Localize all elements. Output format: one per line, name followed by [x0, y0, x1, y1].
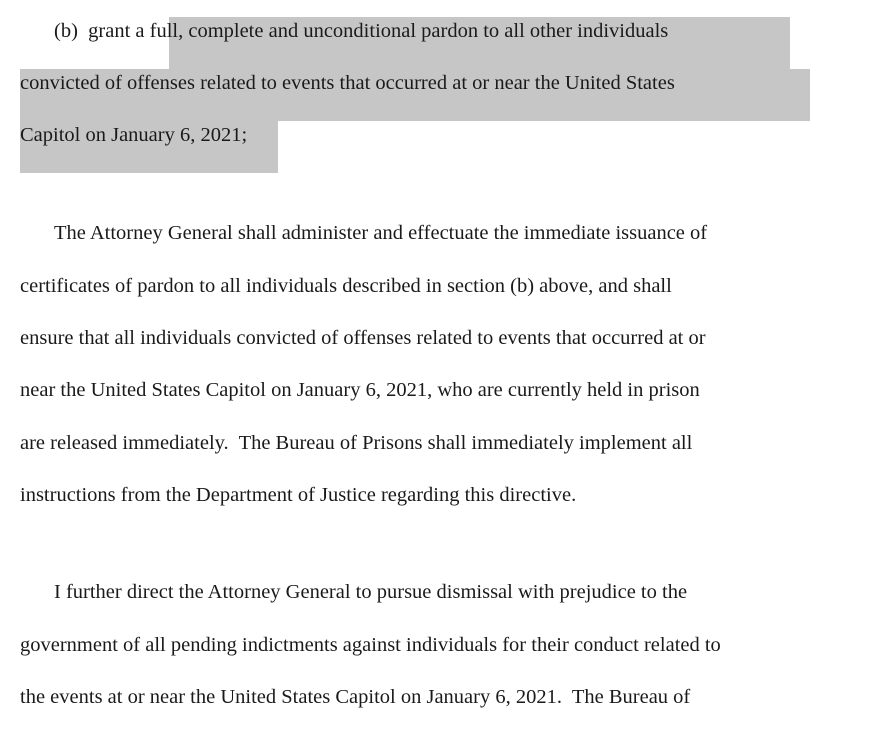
- text-line: (b) grant a full, complete and unconditional pardon to all other individuals: [54, 20, 669, 42]
- text-line: government of all pending indictments against individuals for their conduct related to: [20, 634, 721, 656]
- text-line: near the United States Capitol on January 6, 2021, who are currently held in prison: [20, 379, 700, 401]
- text-line: convicted of offenses related to events that occurred at or near the United States: [20, 72, 675, 94]
- text-line: certificates of pardon to all individuals described in section (b) above, and shall: [20, 275, 672, 297]
- text-line: I further direct the Attorney General to pursue dismissal with prejudice to the: [54, 581, 688, 603]
- text-line: The Attorney General shall administer and effectuate the immediate issuance of: [54, 222, 708, 244]
- text-line: Capitol on January 6, 2021;: [20, 124, 248, 146]
- text-line: are released immediately. The Bureau of Prisons shall immediately implement all: [20, 432, 693, 454]
- text-line: ensure that all individuals convicted of offenses related to events that occurred at or: [20, 327, 706, 349]
- text-line: the events at or near the United States Capitol on January 6, 2021. The Bureau of: [20, 686, 691, 708]
- text-line: instructions from the Department of Justice regarding this directive.: [20, 484, 577, 506]
